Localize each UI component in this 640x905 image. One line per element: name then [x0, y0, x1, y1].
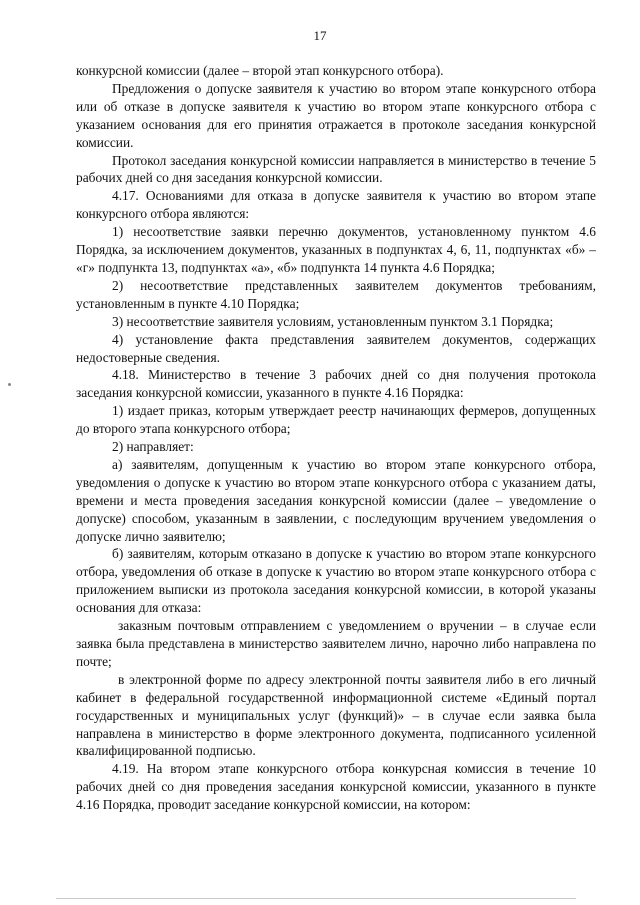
document-body — [76, 62, 596, 814]
paragraph: 2) направляет: — [112, 439, 194, 455]
paragraph: заказным почтовым отправлением с уведомлением о вручении – в случае если заявка была представлена в министерство заявителем лично, нарочно либо направлена по почте; — [76, 618, 596, 669]
scan-speck — [8, 383, 11, 386]
paragraph: 4) установление факта представления заявителем документов, содержащих недостоверные сведения. — [76, 331, 596, 365]
paragraph: 3) несоответствие заявителя условиям, установленным пунктом 3.1 Порядка; — [112, 313, 554, 329]
paragraph: 4.17. Основаниями для отказа в допуске заявителя к участию во втором этапе конкурсного отбора являются: — [76, 188, 596, 222]
paragraph: б) заявителям, которым отказано в допуске к участию во втором этапе конкурсного отбора, уведомления об отказе в допуске к участию во втором этапе конкурсного отбора с приложением выписки из протокола заседания конкурсной комиссии, в которой указаны основания для отказа: — [76, 546, 596, 616]
bottom-divider — [56, 898, 576, 899]
paragraph: Предложения о допуске заявителя к участию во втором этапе конкурсного отбора или об отказе в допуске заявителя к участию во втором этапе конкурсного отбора с указанием основания для его принятия отражается в протоколе заседания конкурсной комиссии. — [76, 80, 596, 150]
paragraph: 1) издает приказ, которым утверждает реестр начинающих фермеров, допущенных до второго этапа конкурсного отбора; — [76, 403, 596, 437]
paragraph: конкурсной комиссии (далее – второй этап конкурсного отбора). — [76, 63, 444, 78]
paragraph: Протокол заседания конкурсной комиссии направляется в министерство в течение 5 рабочих дней со дня заседания конкурсной комиссии. — [76, 152, 596, 186]
paragraph: в электронной форме по адресу электронной почты заявителя либо в его личный кабинет в федеральной государственной информационной системе «Единый портал государственных и муниципальных услуг (функций)» – в случае если заявка была направлена в министерство в форме электронного документа, подписанного усиленной квалифицированной подписью. — [76, 671, 596, 759]
paragraph: а) заявителям, допущенным к участию во втором этапе конкурсного отбора, уведомления о допуске к участию во втором этапе конкурсного отбора с указанием даты, времени и места проведения заседания конкурсной комиссии (далее – уведомление о допуске) способом, указанным в заявлении, с последующим вручением уведомления о допуске лично заявителю; — [76, 456, 596, 544]
paragraph: 1) несоответствие заявки перечню документов, установленному пунктом 4.6 Порядка, за исключением документов, указанных в подпунктах 4, 6, 11, подпунктах «б» – «г» подпункта 13, подпунктах «а», «б» подпункта 14 пункта 4.6 Порядка; — [76, 224, 596, 275]
paragraph: 4.18. Министерство в течение 3 рабочих дней со дня получения протокола заседания конкурсной комиссии, указанного в пункте 4.16 Порядка: — [76, 367, 596, 401]
paragraph: 4.19. На втором этапе конкурсного отбора конкурсная комиссия в течение 10 рабочих дней со дня проведения заседания конкурсной комиссии, указанного в пункте 4.16 Порядка, проводит заседание конкурсной комиссии, на котором: — [76, 761, 596, 813]
page-number: 17 — [313, 28, 327, 43]
paragraph: 2) несоответствие представленных заявителем документов требованиям, установленным в пункте 4.10 Порядка; — [76, 277, 596, 311]
